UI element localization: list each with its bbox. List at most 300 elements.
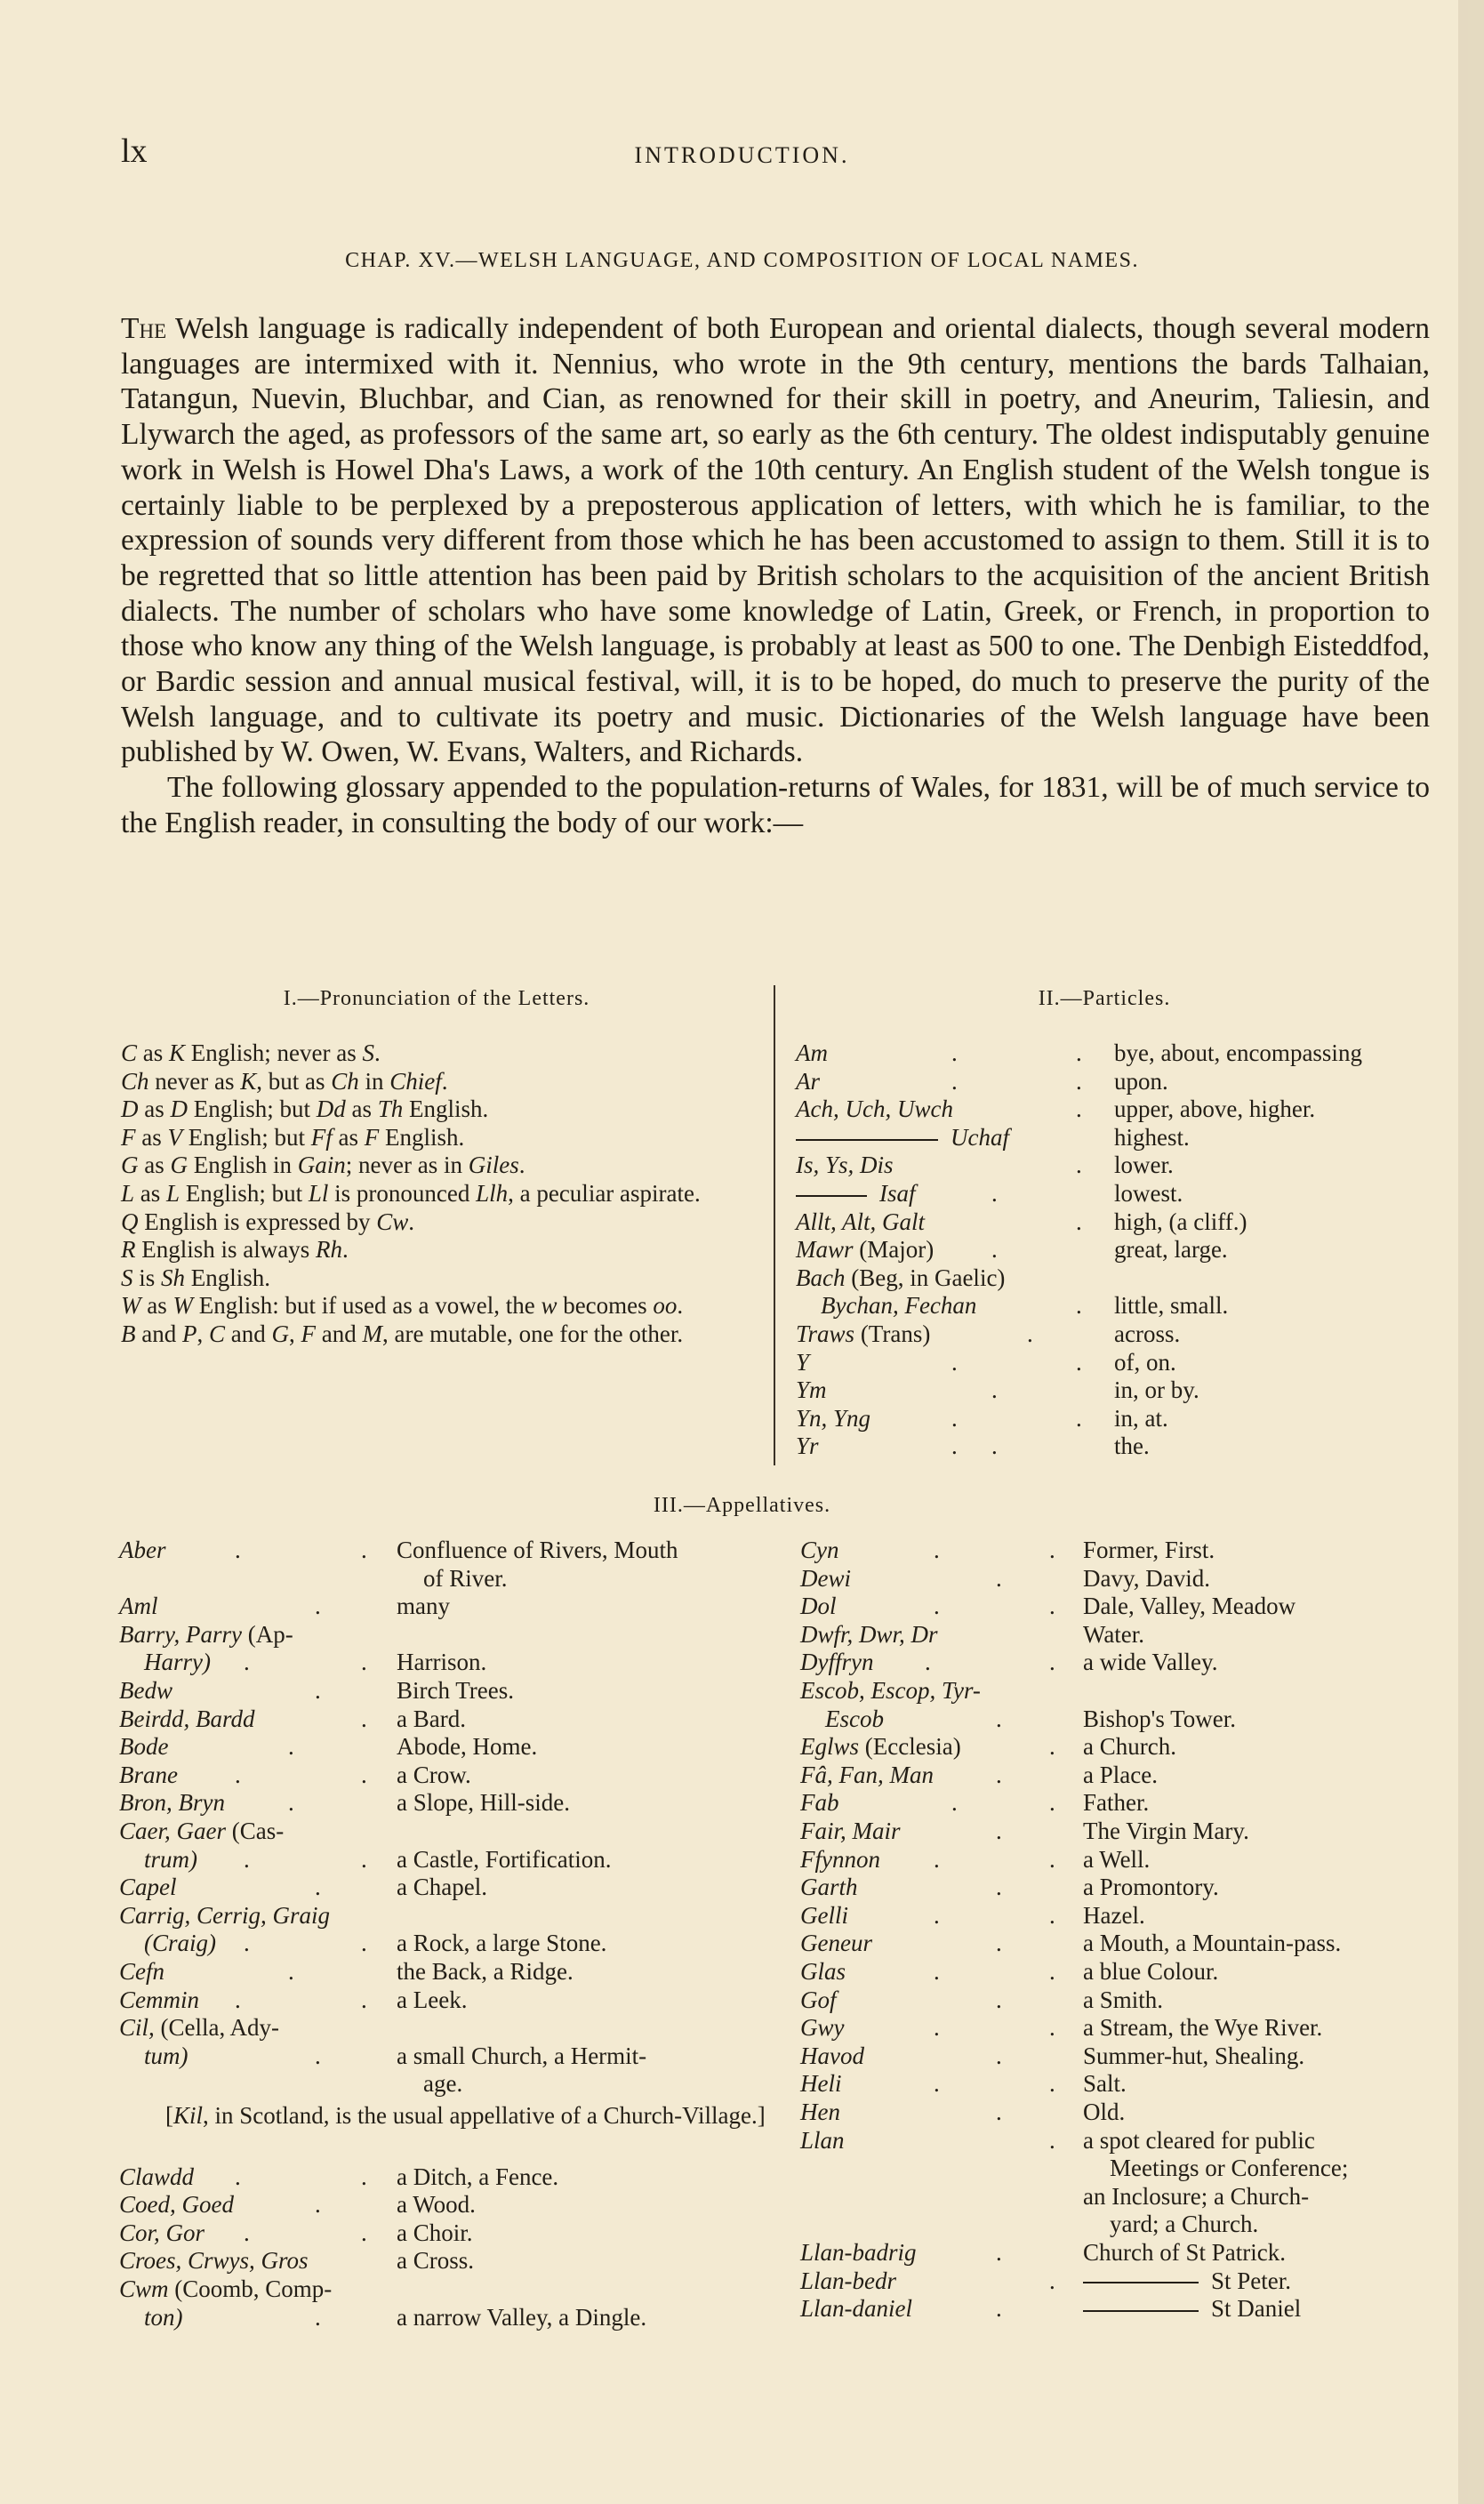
rule-text: never as xyxy=(148,1067,241,1095)
gloss-term-text: Fab xyxy=(800,1789,839,1817)
gloss-term xyxy=(800,1818,901,1846)
leader-dot: . xyxy=(951,1789,958,1817)
letter-term: C xyxy=(121,1039,138,1066)
gloss-definition: a Choir. xyxy=(397,2219,473,2246)
leader-dot: . xyxy=(1076,1039,1082,1066)
leader-dot: . xyxy=(361,1705,367,1732)
gloss-term-text: Caer, Gaer xyxy=(119,1818,226,1844)
gloss-definition: the. xyxy=(1114,1433,1150,1460)
gloss-term xyxy=(119,1874,177,1902)
letter-term: D xyxy=(170,1096,188,1123)
gloss-definition: Water. xyxy=(1083,1620,1145,1648)
letter-term: Chief xyxy=(389,1067,442,1095)
ditto-dash xyxy=(796,1195,867,1197)
letter-term: L xyxy=(166,1179,180,1207)
ditto-dash xyxy=(1083,2282,1199,2283)
gloss-term xyxy=(800,1846,880,1874)
leader-dot: . xyxy=(1076,1404,1082,1432)
leader-dot: . xyxy=(1049,2014,1055,2042)
letter-term: Q xyxy=(121,1208,139,1235)
gloss-definition: a Slope, Hill-side. xyxy=(397,1789,570,1817)
gloss-definition: bye, about, encompassing xyxy=(1114,1039,1362,1066)
gloss-term-text: Harry) xyxy=(144,1649,211,1676)
pronunciation-rule xyxy=(121,1292,752,1320)
leader-dot: . xyxy=(1049,1733,1055,1761)
gloss-term xyxy=(119,1733,168,1762)
letter-term: G xyxy=(271,1320,289,1347)
rule-text: is xyxy=(132,1264,162,1291)
gloss-term-text: Llan xyxy=(800,2126,845,2154)
letter-term: K xyxy=(169,1039,186,1066)
gloss-definition: a Wood. xyxy=(397,2191,476,2219)
letter-term: L xyxy=(121,1179,135,1207)
leader-dot: . xyxy=(996,1818,1002,1844)
drop-word: The xyxy=(121,312,167,345)
gloss-term-text: Carrig, Cerrig, Graig xyxy=(119,1901,331,1929)
letter-term: Ff xyxy=(310,1123,333,1151)
gloss-term-text: Ar xyxy=(796,1067,820,1095)
pronunciation-rule xyxy=(121,1096,752,1124)
gloss-definition: a small Church, a Hermit- xyxy=(397,2042,647,2069)
letter-term: K xyxy=(240,1067,257,1095)
intro-text xyxy=(121,311,1430,841)
pronunciation-rule xyxy=(121,1208,752,1237)
rule-text: English is expressed by xyxy=(138,1208,377,1235)
leader-dot: . xyxy=(315,2042,321,2069)
leader-dot: . xyxy=(1049,1649,1055,1676)
rule-text: . xyxy=(408,1208,415,1235)
leader-dot: . xyxy=(361,1537,367,1563)
rule-text: as xyxy=(137,1039,170,1066)
leader-dot: . xyxy=(996,1705,1002,1732)
gloss-term-text: Is, Ys, Dis xyxy=(796,1152,894,1179)
gloss-term xyxy=(796,1068,820,1096)
gloss-definition: Hazel. xyxy=(1083,1901,1145,1929)
gloss-term-note: (Cella, Ady- xyxy=(154,2014,279,2042)
letter-term: Ll xyxy=(308,1179,329,1207)
leader-dot: . xyxy=(235,2163,241,2190)
gloss-definition: Summer-hut, Shealing. xyxy=(1083,2042,1305,2069)
gloss-term-text: Y xyxy=(796,1348,810,1376)
gloss-term-text: Yr xyxy=(796,1433,819,1460)
page-edge-shadow xyxy=(1458,0,1484,2504)
gloss-term xyxy=(796,1152,894,1180)
gloss-definition: Bishop's Tower. xyxy=(1083,1705,1236,1732)
gloss-term-text: Clawdd xyxy=(119,2163,195,2190)
gloss-term-text: Geneur xyxy=(800,1930,872,1957)
gloss-definition: upper, above, higher. xyxy=(1114,1096,1316,1123)
leader-dot: . xyxy=(1027,1320,1033,1347)
leader-dot: . xyxy=(991,1236,998,1264)
gloss-term-text: tum) xyxy=(144,2042,189,2069)
chapter-title: CHAP. XV.—WELSH LANGUAGE, AND COMPOSITION OF LOCAL NAMES. xyxy=(345,249,1139,272)
gloss-definition: Harrison. xyxy=(397,1649,487,1676)
gloss-term-note: (Ap- xyxy=(242,1620,293,1648)
leader-dot: . xyxy=(1049,2126,1055,2154)
leader-dot: . xyxy=(991,1376,998,1404)
gloss-definition: a Church. xyxy=(1083,1733,1176,1761)
gloss-term xyxy=(119,2163,194,2192)
gloss-term xyxy=(144,1846,197,1874)
leader-dot: . xyxy=(235,1986,241,2013)
kil-bracket: [ xyxy=(165,2102,173,2129)
gloss-term-text: Aml xyxy=(119,1593,158,1620)
leader-dot: . xyxy=(934,1901,940,1929)
ditto-term xyxy=(796,1180,916,1208)
gloss-definition: a Rock, a large Stone. xyxy=(397,1930,607,1957)
gloss-term xyxy=(119,1762,178,1790)
leader-dot: . xyxy=(361,1649,367,1676)
leader-dot: . xyxy=(244,1930,250,1957)
leader-dot: . xyxy=(315,1874,321,1901)
kil-note xyxy=(165,2102,788,2131)
gloss-term xyxy=(800,1649,873,1677)
gloss-term-text: Cil, xyxy=(119,2014,155,2042)
gloss-term xyxy=(800,1789,839,1818)
appellatives-right xyxy=(800,1537,1440,2337)
gloss-term xyxy=(800,2099,840,2127)
leader-dot: . xyxy=(361,1986,367,2013)
gloss-term-note: (Cas- xyxy=(226,1818,285,1844)
gloss-term xyxy=(796,1096,953,1124)
gloss-term xyxy=(144,2304,183,2332)
pronunciation-rule xyxy=(121,1152,752,1180)
letter-term: D xyxy=(121,1096,139,1123)
gloss-definition: Dale, Valley, Meadow xyxy=(1083,1593,1296,1620)
gloss-definition: of River. xyxy=(423,1564,508,1592)
pronunciation-list xyxy=(121,1039,752,1349)
gloss-term-text: Mawr xyxy=(796,1236,854,1264)
leader-dot: . xyxy=(1049,2267,1055,2294)
rule-text: English. xyxy=(185,1264,271,1291)
gloss-term-text: Yn, Yng xyxy=(796,1404,871,1432)
gloss-definition: a Mouth, a Mountain-pass. xyxy=(1083,1930,1342,1957)
running-title: INTRODUCTION. xyxy=(634,142,850,168)
gloss-term xyxy=(796,1264,1005,1293)
leader-dot: . xyxy=(934,2014,940,2042)
gloss-term xyxy=(800,1902,848,1930)
letter-term: C xyxy=(208,1320,225,1347)
gloss-term-text: Bychan, Fechan xyxy=(821,1292,977,1320)
gloss-term-text: Isaf xyxy=(879,1180,916,1207)
gloss-term-text: Bron, Bryn xyxy=(119,1789,225,1817)
gloss-term-note: (Beg, in Gaelic) xyxy=(845,1264,1006,1291)
gloss-term xyxy=(119,2247,309,2275)
gloss-definition: an Inclosure; a Church- xyxy=(1083,2182,1310,2210)
gloss-definition: Confluence of Rivers, Mouth xyxy=(397,1537,678,1563)
gloss-term-text: Bode xyxy=(119,1733,169,1761)
gloss-term-text: Glas xyxy=(800,1958,846,1985)
gloss-term-text: Fair, Mair xyxy=(800,1818,901,1844)
gloss-definition: a Cross. xyxy=(397,2247,474,2275)
gloss-term xyxy=(119,1818,284,1846)
rule-text: English; but xyxy=(180,1179,309,1207)
gloss-definition: Salt. xyxy=(1083,2070,1127,2098)
leader-dot: . xyxy=(996,2295,1002,2323)
gloss-term xyxy=(800,1958,846,1986)
rule-text: English; but xyxy=(182,1123,311,1151)
gloss-definition: lowest. xyxy=(1114,1180,1183,1207)
pronunciation-rule xyxy=(121,1068,752,1096)
letter-term: Ch xyxy=(331,1067,359,1095)
gloss-term xyxy=(796,1208,925,1237)
gloss-definition: Former, First. xyxy=(1083,1537,1215,1563)
leader-dot: . xyxy=(361,1761,367,1788)
leader-dot: . xyxy=(288,1733,294,1761)
rule-text: . xyxy=(374,1039,381,1066)
gloss-term-text: Dyffryn xyxy=(800,1649,874,1676)
letter-term: W xyxy=(172,1292,193,1320)
gloss-definition: yard; a Church. xyxy=(1110,2211,1259,2238)
gloss-definition: Old. xyxy=(1083,2099,1126,2125)
gloss-term-text: Havod xyxy=(800,2042,864,2069)
gloss-term xyxy=(800,1930,872,1958)
rule-text: as xyxy=(140,1292,173,1320)
gloss-definition: Meetings or Conference; xyxy=(1110,2155,1349,2182)
gloss-term xyxy=(796,1433,819,1461)
rule-text: as xyxy=(138,1096,171,1123)
gloss-term xyxy=(119,1705,254,1734)
gloss-term xyxy=(800,1677,981,1705)
ditto-dash xyxy=(796,1139,938,1141)
gloss-term xyxy=(119,1677,172,1705)
ditto-definition xyxy=(1083,2295,1301,2323)
gloss-term-text: Dewi xyxy=(800,1564,851,1592)
gloss-definition: a Ditch, a Fence. xyxy=(397,2163,559,2190)
gloss-term xyxy=(144,1930,216,1958)
column-divider xyxy=(774,985,775,1465)
gloss-definition: a Stream, the Wye River. xyxy=(1083,2014,1323,2042)
gloss-term-text: Gelli xyxy=(800,1901,848,1929)
leader-dot: . xyxy=(951,1404,958,1432)
gloss-definition: a Well. xyxy=(1083,1845,1151,1873)
leader-dot: . xyxy=(951,1039,958,1066)
gloss-definition-text: St Peter. xyxy=(1211,2267,1292,2294)
gloss-term xyxy=(796,1320,930,1349)
kil-text: , in Scotland, is the usual appellative of a Church-Village.] xyxy=(203,2102,766,2129)
gloss-term-text: Brane xyxy=(119,1761,178,1788)
ditto-dash xyxy=(1083,2310,1199,2312)
leader-dot: . xyxy=(361,1845,367,1873)
gloss-term-text: (Craig) xyxy=(144,1930,216,1957)
gloss-term-text: Llan-badrig xyxy=(800,2239,917,2266)
pronunciation-rule xyxy=(121,1264,752,1293)
gloss-definition: The Virgin Mary. xyxy=(1083,1818,1249,1844)
rule-text: is pronounced xyxy=(328,1179,477,1207)
gloss-definition: a wide Valley. xyxy=(1083,1649,1218,1676)
appellatives-left xyxy=(119,1537,766,2337)
gloss-definition: Abode, Home. xyxy=(397,1733,538,1761)
gloss-definition: little, small. xyxy=(1114,1292,1229,1320)
letter-term: Gain xyxy=(297,1152,346,1179)
gloss-term-text: Gof xyxy=(800,1986,837,2013)
rule-text: . xyxy=(342,1236,349,1264)
rule-text: ; never as in xyxy=(345,1152,469,1179)
gloss-definition: in, or by. xyxy=(1114,1376,1199,1404)
rule-text: in xyxy=(358,1067,390,1095)
gloss-term xyxy=(800,1762,934,1790)
leader-dot: . xyxy=(315,2191,321,2219)
leader-dot: . xyxy=(1076,1208,1082,1235)
rule-text: English; never as xyxy=(185,1039,363,1066)
gloss-term-text: Am xyxy=(796,1039,828,1066)
leader-dot: . xyxy=(951,1348,958,1376)
leader-dot: . xyxy=(996,1986,1002,2013)
rule-text: English. xyxy=(379,1123,465,1151)
leader-dot: . xyxy=(996,1874,1002,1901)
gloss-term-text: Dwfr, Dwr, Dr xyxy=(800,1620,938,1648)
leader-dot: . xyxy=(288,1789,294,1817)
letter-term: W xyxy=(121,1292,141,1320)
rule-text: , but as xyxy=(256,1067,332,1095)
letter-term: S xyxy=(121,1264,133,1291)
leader-dot: . xyxy=(934,1958,940,1985)
gloss-term xyxy=(800,2127,845,2155)
gloss-term xyxy=(800,1593,837,1621)
letter-term: Giles xyxy=(468,1152,519,1179)
gloss-term xyxy=(119,2219,205,2248)
gloss-term-text: Aber xyxy=(119,1537,166,1563)
gloss-term-text: Cemmin xyxy=(119,1986,199,2013)
gloss-definition: lower. xyxy=(1114,1152,1174,1179)
gloss-term-text: Beirdd, Bardd xyxy=(119,1705,255,1732)
section-3-heading: III.—Appellatives. xyxy=(653,1494,831,1517)
rule-text: English; but xyxy=(188,1096,317,1123)
rule-text: and xyxy=(225,1320,272,1347)
letter-term: P xyxy=(181,1320,197,1347)
gloss-term-text: Ffynnon xyxy=(800,1845,880,1873)
leader-dot: . xyxy=(1049,1901,1055,1929)
gloss-term xyxy=(800,1986,837,2015)
gloss-definition: highest. xyxy=(1114,1123,1190,1151)
letter-term: M xyxy=(362,1320,382,1347)
gloss-term xyxy=(119,2014,279,2043)
leader-dot: . xyxy=(951,1067,958,1095)
leader-dot: . xyxy=(996,2099,1002,2125)
gloss-term xyxy=(800,1733,961,1762)
gloss-definition: a Smith. xyxy=(1083,1986,1164,2013)
paragraph-2: The following glossary appended to the population-returns of Wales, for 1831, will be of much service to the English reader, in consulting the body of our work:— xyxy=(121,771,1430,839)
ditto-definition xyxy=(1083,2267,1291,2296)
gloss-term-text: Traws xyxy=(796,1320,855,1347)
gloss-definition: many xyxy=(397,1593,450,1620)
gloss-term-text: Eglws xyxy=(800,1733,860,1761)
gloss-term xyxy=(796,1236,934,1264)
letter-term: F xyxy=(364,1123,380,1151)
gloss-term-text: Cyn xyxy=(800,1537,839,1563)
gloss-definition: a Castle, Fortification. xyxy=(397,1845,612,1873)
gloss-definition: a Crow. xyxy=(397,1761,471,1788)
rule-text: , are mutable, one for the other. xyxy=(381,1320,684,1347)
gloss-term xyxy=(796,1405,870,1433)
letter-term: S xyxy=(362,1039,374,1066)
pronunciation-rule xyxy=(121,1124,752,1152)
gloss-term xyxy=(800,1565,851,1593)
rule-text: as xyxy=(138,1152,171,1179)
rule-text: becomes xyxy=(557,1292,654,1320)
letter-term: Th xyxy=(377,1096,404,1123)
leader-dot: . xyxy=(1076,1096,1082,1123)
gloss-term xyxy=(800,1621,938,1649)
gloss-term xyxy=(796,1039,828,1068)
gloss-term-text: Escob, Escop, Tyr- xyxy=(800,1677,981,1704)
paragraph-1-text: Welsh language is radically independent of both European and oriental dialects, though several modern languages are intermixed with it. Nennius, who wrote in the 9th century, mentions the bards Talhaian, Tatangun, Nuevin, Bluchbar, and Cian, as renowned for their skill in poetry, and Aneurim, Taliesin, and Llywarch the aged, as professors of the same art, so early as the 6th century. The oldest indisputably genuine work in Welsh is Howel Dha's Laws, a work of the 10th century. An English student of the Welsh tongue is certainly liable to be perplexed by a preposterous application of letters, with which he is familiar, to the expression of sounds very different from those which he has been accustomed to assign to them. Still it is to be regretted that so little attention has been paid by British scholars to the acquisition of the ancient British dialects. The number of scholars who have some knowledge of Latin, Greek, or French, in proportion to those who know any thing of the Welsh language, is probably at least as 500 to one. The Denbigh Eisteddfod, or Bardic session and annual musical festival, will, it is to be hoped, do much to preserve the purity of the Welsh language, and to cultivate its poetry and music. Dictionaries of the Welsh language have been published by W. Owen, W. Evans, Walters, and Richards. xyxy=(121,312,1430,769)
leader-dot: . xyxy=(244,1649,250,1676)
gloss-term-text: Fâ, Fan, Man xyxy=(800,1761,934,1788)
gloss-term-text: Llan-bedr xyxy=(800,2267,896,2294)
gloss-definition: upon. xyxy=(1114,1067,1168,1095)
gloss-term xyxy=(119,1986,199,2015)
gloss-term-text: Barry, Parry xyxy=(119,1620,242,1648)
gloss-definition: the Back, a Ridge. xyxy=(397,1958,574,1985)
section-2-heading: II.—Particles. xyxy=(1038,987,1171,1010)
leader-dot: . xyxy=(361,1930,367,1957)
rule-text: as xyxy=(135,1123,168,1151)
rule-text: English. xyxy=(403,1096,489,1123)
leader-dot: . xyxy=(996,1930,1002,1957)
leader-dot: . xyxy=(361,2163,367,2190)
rule-text: and xyxy=(135,1320,182,1347)
leader-dot: . xyxy=(934,2070,940,2098)
leader-dot: . xyxy=(361,2219,367,2246)
leader-dot: . xyxy=(1049,1845,1055,1873)
gloss-term-text: Cor, Gor xyxy=(119,2219,205,2246)
leader-dot: . xyxy=(1049,1958,1055,1985)
leader-dot: . xyxy=(1049,1537,1055,1563)
gloss-term xyxy=(800,2070,842,2099)
page-number: lx xyxy=(121,132,148,170)
gloss-term-note: (Trans) xyxy=(854,1320,931,1347)
letter-term: G xyxy=(170,1152,188,1179)
pronunciation-rule xyxy=(121,1236,752,1264)
letter-term: Rh xyxy=(316,1236,342,1264)
rule-text: , xyxy=(197,1320,209,1347)
gloss-term-text: Gwy xyxy=(800,2014,845,2042)
leader-dot: . xyxy=(934,1593,940,1620)
gloss-term-text: Capel xyxy=(119,1874,177,1901)
rule-text: , xyxy=(288,1320,301,1347)
leader-dot: . xyxy=(1049,2070,1055,2098)
gloss-definition-text: St Daniel xyxy=(1211,2295,1302,2323)
leader-dot: . xyxy=(1049,1593,1055,1620)
gloss-term xyxy=(800,2267,896,2296)
gloss-term xyxy=(796,1376,827,1405)
gloss-term xyxy=(800,1874,858,1902)
leader-dot: . xyxy=(1049,1789,1055,1817)
particles-list xyxy=(796,1039,1418,1466)
gloss-definition: Church of St Patrick. xyxy=(1083,2239,1286,2266)
leader-dot: . xyxy=(315,2303,321,2331)
gloss-term xyxy=(119,1537,165,1565)
gloss-term-text: Cefn xyxy=(119,1958,164,1985)
gloss-term xyxy=(800,1537,839,1565)
gloss-definition: great, large. xyxy=(1114,1236,1228,1264)
letter-term: R xyxy=(121,1236,136,1264)
gloss-term-text: Hen xyxy=(800,2099,840,2125)
leader-dot: . xyxy=(1076,1067,1082,1095)
gloss-definition: in, at. xyxy=(1114,1404,1168,1432)
gloss-definition: a Promontory. xyxy=(1083,1874,1219,1901)
letter-term: w xyxy=(541,1292,558,1320)
rule-text: English in xyxy=(188,1152,298,1179)
letter-term: V xyxy=(167,1123,182,1151)
rule-text: . xyxy=(441,1067,448,1095)
leader-dot: . xyxy=(934,1845,940,1873)
gloss-term-text: Croes, Crwys, Gros xyxy=(119,2247,309,2275)
gloss-term xyxy=(119,2191,234,2219)
section-1-heading: I.—Pronunciation of the Letters. xyxy=(283,987,590,1010)
letter-term: Ch xyxy=(121,1067,149,1095)
